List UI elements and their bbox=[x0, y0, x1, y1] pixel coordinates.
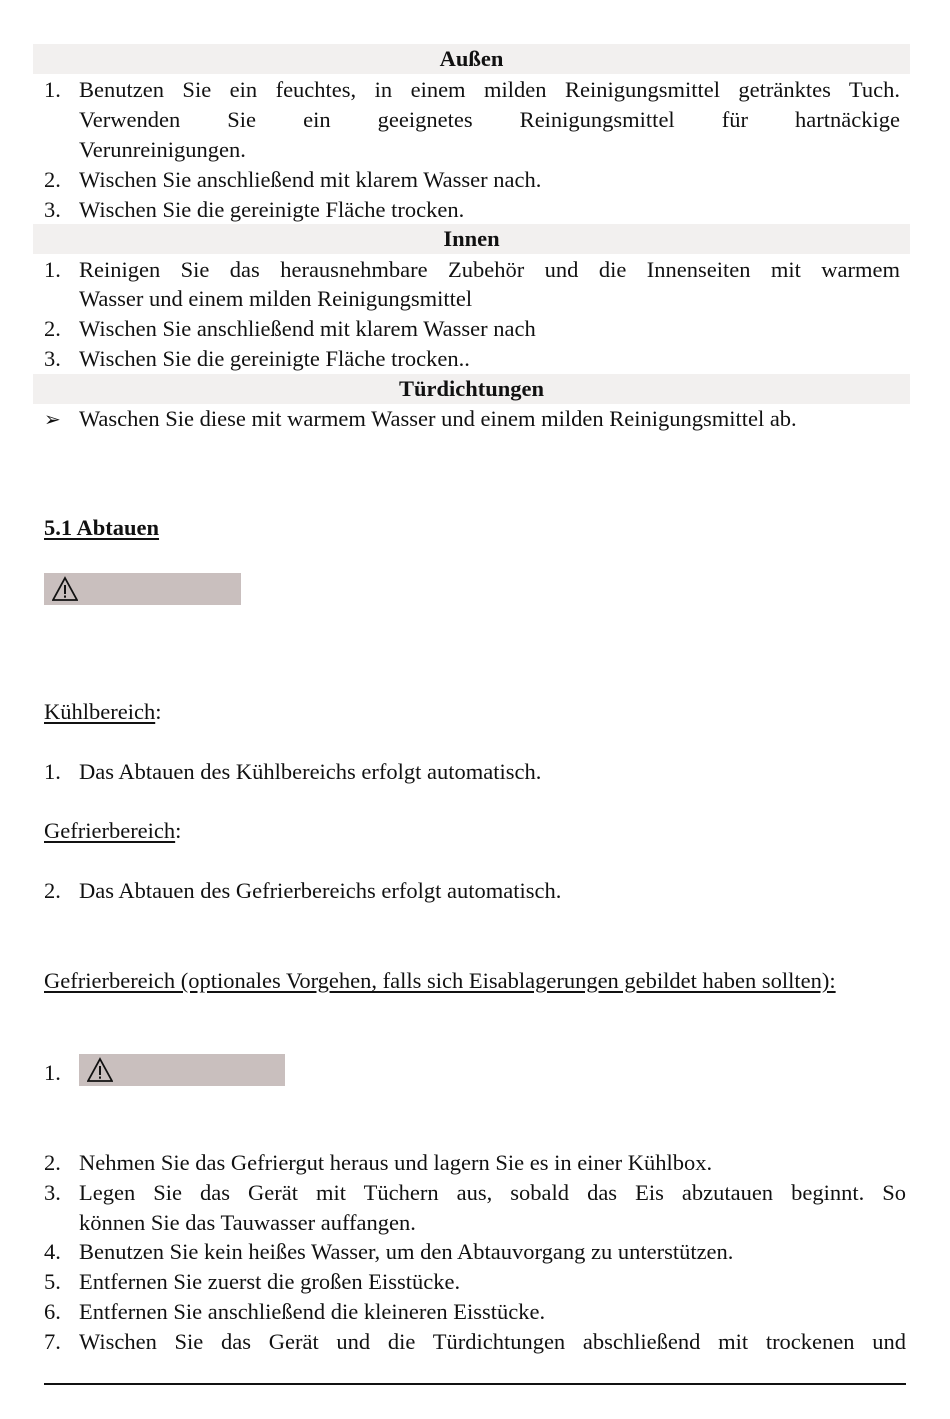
list-item-text: Wischen Sie anschließend mit klarem Wasser nach. bbox=[79, 167, 542, 192]
list-item-text: können Sie das Tauwasser auffangen. bbox=[79, 1210, 416, 1235]
list-number: 2. bbox=[44, 878, 61, 903]
list-item-text: Wischen Sie das Gerät und die Türdichtungen abschließend mit trockenen und bbox=[79, 1329, 906, 1354]
list-item-text: Verwenden Sie ein geeignetes Reinigungsmittel für hartnäckige bbox=[79, 107, 900, 132]
warning-triangle-icon bbox=[52, 576, 78, 602]
label-colon: : bbox=[175, 818, 182, 843]
gefrierbereich-label bbox=[44, 816, 181, 846]
footer-divider bbox=[44, 1383, 906, 1385]
list-number: 1. bbox=[44, 257, 61, 282]
list-item-text: Entfernen Sie zuerst die großen Eisstücke. bbox=[79, 1269, 461, 1294]
list-item-text: Reinigen Sie das herausnehmbare Zubehör und die Innenseiten mit warmem bbox=[79, 257, 900, 282]
warning-triangle-icon bbox=[87, 1057, 113, 1083]
list-number: 7. bbox=[44, 1329, 61, 1354]
list-item-text: Legen Sie das Gerät mit Tüchern aus, sobald das Eis abzutauen beginnt. So bbox=[79, 1180, 906, 1205]
arrow-bullet-icon: ➢ bbox=[44, 407, 61, 431]
optional-procedure-label: Gefrierbereich (optionales Vorgehen, falls sich Eisablagerungen gebildet haben sollten): bbox=[44, 968, 836, 993]
list-number: 3. bbox=[44, 197, 61, 222]
list-item-text: Das Abtauen des Gefrierbereichs erfolgt automatisch. bbox=[79, 878, 562, 903]
kuehlbereich-label bbox=[44, 697, 161, 727]
list-item-text: Benutzen Sie ein feuchtes, in einem milden Reinigungsmittel getränktes Tuch. bbox=[79, 77, 900, 102]
warning-box bbox=[44, 573, 241, 605]
bullet-item-text: Waschen Sie diese mit warmem Wasser und einem milden Reinigungsmittel ab. bbox=[79, 406, 797, 431]
list-number: 5. bbox=[44, 1269, 61, 1294]
list-number: 1. bbox=[44, 759, 61, 784]
list-number: 2. bbox=[44, 1150, 61, 1175]
section-title-abtauen: 5.1 Abtauen bbox=[44, 515, 160, 540]
list-number: 1. bbox=[44, 77, 61, 102]
list-number: 2. bbox=[44, 316, 61, 341]
list-number: 3. bbox=[44, 346, 61, 371]
section-heading-innen: Innen bbox=[33, 224, 910, 254]
list-item-text: Nehmen Sie das Gefriergut heraus und lagern Sie es in einer Kühlbox. bbox=[79, 1150, 713, 1175]
list-item-text: Das Abtauen des Kühlbereichs erfolgt automatisch. bbox=[79, 759, 542, 784]
list-item-text: Wasser und einem milden Reinigungsmittel bbox=[79, 286, 473, 311]
list-item-text: Entfernen Sie anschließend die kleineren Eisstücke. bbox=[79, 1299, 546, 1324]
warning-box bbox=[79, 1054, 285, 1086]
label-colon: : bbox=[155, 699, 162, 724]
list-item-text: Verunreinigungen. bbox=[79, 137, 246, 162]
section-heading-aussen: Außen bbox=[33, 44, 910, 74]
list-item-text: Wischen Sie die gereinigte Fläche trocken. bbox=[79, 197, 465, 222]
list-item-text: Wischen Sie anschließend mit klarem Wasser nach bbox=[79, 316, 536, 341]
list-number: 6. bbox=[44, 1299, 61, 1324]
list-item-text: Benutzen Sie kein heißes Wasser, um den Abtauvorgang zu unterstützen. bbox=[79, 1239, 734, 1264]
list-number: 2. bbox=[44, 167, 61, 192]
list-number: 1. bbox=[44, 1060, 61, 1085]
list-item-text: Wischen Sie die gereinigte Fläche trocken.. bbox=[79, 346, 470, 371]
list-number: 4. bbox=[44, 1239, 61, 1264]
gefrierbereich-label-text: Gefrierbereich bbox=[44, 818, 176, 843]
kuehlbereich-label-text: Kühlbereich bbox=[44, 699, 156, 724]
section-heading-tuerdichtungen: Türdichtungen bbox=[33, 374, 910, 404]
list-number: 3. bbox=[44, 1180, 61, 1205]
